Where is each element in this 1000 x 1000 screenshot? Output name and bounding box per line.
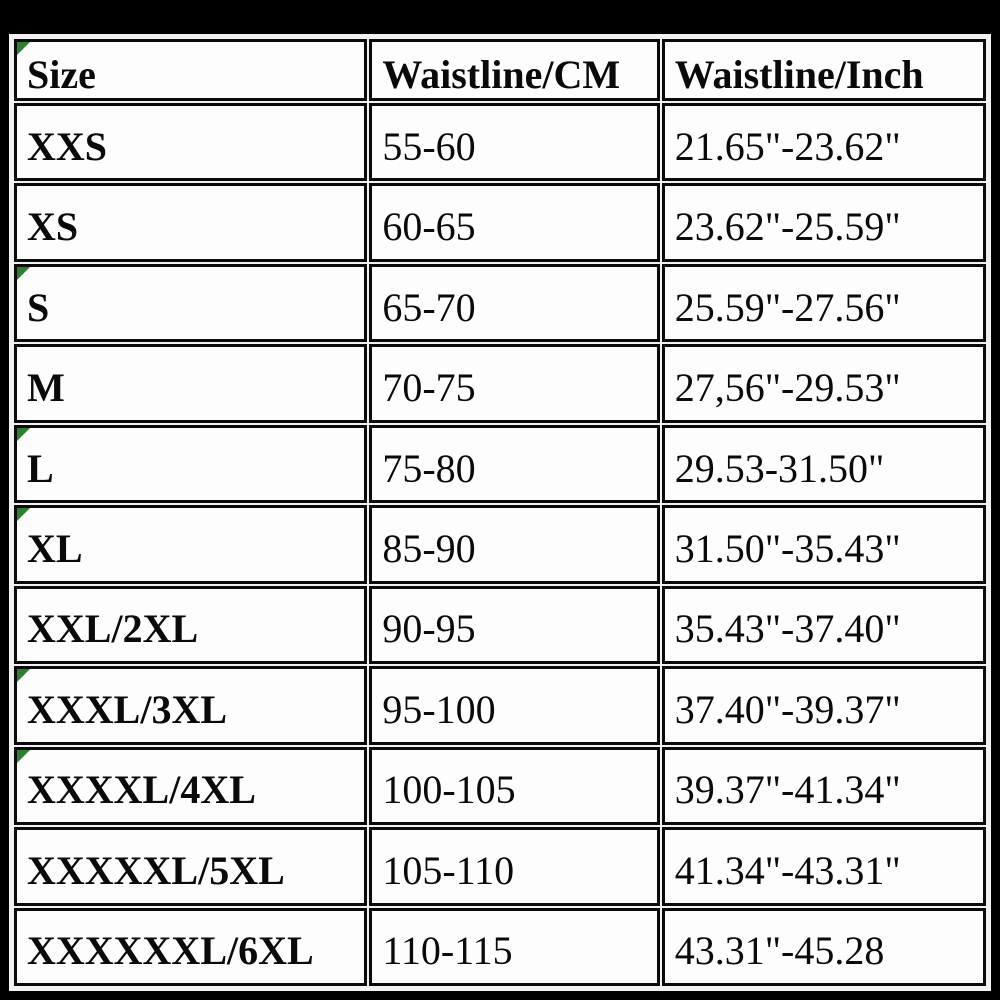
cm-cell [369, 827, 659, 905]
cm-cell [369, 103, 659, 181]
inch-cell [662, 827, 986, 905]
inch-cell-text: 31.50"-35.43" [674, 525, 901, 571]
size-cell-text: XXS [27, 123, 108, 169]
inch-cell-text: 39.37"-41.34" [674, 767, 901, 813]
cm-cell-text: 75-80 [382, 445, 476, 491]
size-cell-text: XS [27, 204, 79, 250]
table-row [14, 183, 986, 261]
cm-cell-text: 65-70 [382, 284, 476, 330]
cm-cell-text: 90-95 [382, 606, 476, 652]
size-cell [14, 908, 367, 986]
cm-cell-text: 60-65 [382, 204, 476, 250]
cm-cell-text: 105-110 [382, 847, 515, 893]
cell-corner-marker [17, 508, 30, 521]
size-cell-text: S [27, 284, 50, 330]
inch-cell [662, 908, 986, 986]
cm-cell [369, 908, 659, 986]
inch-cell [662, 264, 986, 342]
inch-cell [662, 344, 986, 422]
cm-cell [369, 264, 659, 342]
size-cell-text: XXXXXL/5XL [27, 847, 285, 893]
size-cell-text: XXXXXXL/6XL [27, 928, 314, 974]
inch-cell-text: 23.62"-25.59" [674, 204, 901, 250]
header-waistline-cm-cell [369, 39, 659, 101]
size-cell [14, 586, 367, 664]
header-waistline-cm-label: Waistline/CM [382, 51, 621, 97]
inch-cell [662, 425, 986, 503]
cm-cell [369, 344, 659, 422]
table-row [14, 264, 986, 342]
cell-corner-marker [17, 669, 30, 682]
size-cell [14, 425, 367, 503]
table-row [14, 908, 986, 986]
inch-cell [662, 586, 986, 664]
cm-cell [369, 505, 659, 583]
table-row [14, 586, 986, 664]
cell-corner-marker [17, 42, 30, 55]
size-chart-header [14, 39, 986, 101]
header-waistline-inch-cell [662, 39, 986, 101]
size-cell [14, 666, 367, 744]
inch-cell [662, 747, 986, 825]
cm-cell [369, 183, 659, 261]
size-cell-text: XL [27, 525, 83, 571]
table-frame [9, 34, 991, 991]
inch-cell [662, 103, 986, 181]
cm-cell [369, 425, 659, 503]
table-row [14, 666, 986, 744]
cm-cell-text: 85-90 [382, 525, 476, 571]
header-size-label: Size [27, 51, 96, 97]
size-cell-text: L [27, 445, 54, 491]
size-cell-text: XXXXL/4XL [27, 767, 256, 813]
header-row [14, 39, 986, 101]
cm-cell-text: 110-115 [382, 928, 513, 974]
inch-cell-text: 29.53-31.50" [674, 445, 885, 491]
cm-cell [369, 666, 659, 744]
inch-cell [662, 183, 986, 261]
table-row [14, 344, 986, 422]
table-row [14, 103, 986, 181]
cm-cell [369, 586, 659, 664]
size-cell [14, 103, 367, 181]
cm-cell-text: 70-75 [382, 365, 476, 411]
cell-corner-marker [17, 750, 30, 763]
size-cell [14, 827, 367, 905]
inch-cell-text: 37.40"-39.37" [674, 686, 901, 732]
cell-corner-marker [17, 267, 30, 280]
size-cell [14, 183, 367, 261]
table-row [14, 827, 986, 905]
inch-cell-text: 25.59"-27.56" [674, 284, 901, 330]
inch-cell [662, 666, 986, 744]
inch-cell-text: 35.43"-37.40" [674, 606, 901, 652]
size-chart-table [12, 37, 988, 988]
header-waistline-inch-label: Waistline/Inch [674, 51, 924, 97]
inch-cell-text: 21.65"-23.62" [674, 123, 901, 169]
size-cell-text: XXL/2XL [27, 606, 199, 652]
table-row [14, 425, 986, 503]
inch-cell-text: 43.31"-45.28 [674, 928, 885, 974]
size-cell-text: M [27, 365, 65, 411]
size-cell [14, 264, 367, 342]
table-row [14, 747, 986, 825]
size-cell [14, 344, 367, 422]
inch-cell [662, 505, 986, 583]
inch-cell-text: 41.34"-43.31" [674, 847, 901, 893]
size-chart-body [14, 103, 986, 986]
cm-cell [369, 747, 659, 825]
size-cell [14, 747, 367, 825]
cell-corner-marker [17, 428, 30, 441]
table-row [14, 505, 986, 583]
cm-cell-text: 55-60 [382, 123, 476, 169]
inch-cell-text: 27,56"-29.53" [674, 365, 901, 411]
size-cell [14, 505, 367, 583]
cm-cell-text: 95-100 [382, 686, 496, 732]
header-size-cell [14, 39, 367, 101]
size-cell-text: XXXL/3XL [27, 686, 228, 732]
cm-cell-text: 100-105 [382, 767, 516, 813]
